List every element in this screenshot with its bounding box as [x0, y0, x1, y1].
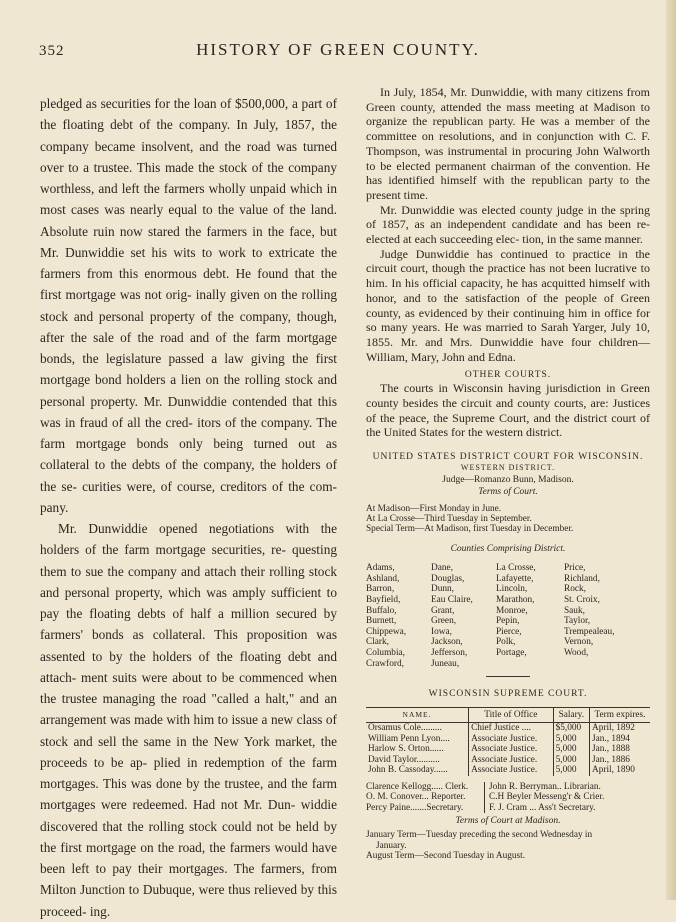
text-line: in office for so many years. He was married to	[366, 305, 650, 335]
term-line: January Term—Tuesday preceding the second Wednesday in	[366, 830, 593, 841]
text-line: the convention. He has identified himself with	[366, 158, 650, 188]
text-line: Thompson, was instrumental in procuring John	[366, 143, 599, 158]
officer-entry: Percy Paine.......Secretary.	[366, 802, 464, 813]
text-line: collateral. This proposition was assented to by	[40, 627, 337, 664]
page-number: 352	[39, 43, 65, 59]
text-line: tion, in the same manner.	[522, 232, 643, 247]
district-court-heading: UNITED STATES DISTRICT COURT FOR WISCONSIN.	[372, 452, 644, 463]
page-spine-shadow	[666, 0, 676, 900]
county-name: Pierce,	[496, 626, 522, 637]
table-cell: Harlow S. Orton......	[368, 744, 444, 755]
county-name: Vernon,	[564, 637, 594, 648]
text-line: the spring of 1857, as an independent candidate	[366, 202, 650, 232]
county-name: La Crosse,	[496, 563, 536, 574]
counties-label: Counties Comprising District.	[450, 544, 566, 555]
text-line: debts of the company, the holders of the se-	[40, 457, 338, 494]
county-name: Burnett,	[366, 616, 397, 627]
supreme-terms	[366, 830, 650, 862]
supreme-court-table	[366, 707, 650, 776]
text-line: inally given on the rolling stock and personal	[40, 287, 338, 324]
other-courts-heading: OTHER COURTS.	[464, 370, 552, 381]
county-name: Monroe,	[496, 605, 528, 616]
county-name: Dunn,	[431, 584, 454, 595]
text-line: Mr. Dunwiddie was elected county judge in	[380, 202, 597, 217]
county-name: Jefferson,	[431, 647, 468, 658]
right-body-text	[366, 85, 650, 364]
table-header-row	[366, 708, 650, 723]
county-name: Pepin,	[496, 616, 520, 627]
text-line: the road was turned over to a trustee. This	[40, 138, 338, 175]
table-row	[366, 723, 650, 734]
county-name: Lincoln,	[496, 584, 528, 595]
county-name: Portage,	[496, 647, 527, 658]
running-head: HISTORY OF GREEN COUNTY.	[196, 40, 480, 59]
paragraph	[366, 203, 650, 247]
text-line: contended that this was in fraud of all the cred-	[40, 393, 337, 430]
term-line: August Term—Second Tuesday in August.	[366, 851, 526, 862]
text-line: face, but Mr. Dunwiddie set his wits to work to	[40, 223, 338, 260]
officer-entry: F. J. Cram ... Ass't Secretary.	[484, 803, 650, 814]
text-line: Walworth to be elected permanent chairman of	[366, 143, 650, 173]
county-name: Iowa,	[431, 626, 452, 637]
text-line: county, as evidenced by their continuing him	[366, 305, 588, 320]
left-column	[40, 93, 337, 922]
term-line: At La Crosse—Third Tuesday in September.	[366, 514, 532, 525]
text-line: extricate the farmers from this enormous debt.	[40, 244, 338, 281]
table-cell: Associate Justice.	[469, 734, 554, 745]
paragraph	[366, 85, 650, 203]
text-line: of the road and of the farm mortgage bonds,	[40, 329, 337, 366]
table-row	[366, 765, 650, 776]
court-officers	[366, 782, 650, 814]
col-header-title: Title of Office	[469, 708, 554, 723]
text-line: Court, and the district court of the United	[366, 410, 650, 440]
text-line: pledged as securities for the loan of $500,000,	[40, 96, 289, 111]
text-line: mortgages were redeemed. Had not Mr. Dun-	[40, 797, 296, 813]
officer-entry: O. M. Conover... Reporter.	[366, 792, 466, 803]
text-line: their rolling stock and personal property, which	[40, 563, 337, 600]
text-line: He found that the first mortgage was not orig-	[40, 266, 338, 303]
supreme-court-heading: WISCONSIN SUPREME COURT.	[428, 689, 588, 700]
county-name: Adams,	[366, 563, 395, 574]
text-line: citizens from Green county, attended the mass	[366, 85, 651, 114]
text-line: stock and personal property. Mr. Dunwiddie	[40, 372, 338, 409]
text-line: Mr. Dunwiddie opened negotiations with the	[58, 521, 337, 536]
county-name: Juneau,	[431, 658, 460, 669]
text-line: pany.	[40, 499, 69, 515]
county-name: Columbia,	[366, 647, 405, 658]
text-line: questing them to sue the company and attach	[40, 542, 337, 579]
text-line: Dunwiddie have four children—William, Mary,	[366, 334, 650, 364]
county-name: Rock,	[564, 584, 586, 595]
text-line: July, 1857, the company became insolvent, and	[40, 117, 337, 154]
table-row	[366, 744, 650, 755]
text-line: he has acquitted himself with honor, and to	[366, 276, 651, 305]
text-line: made the stock of the company worthless, and	[40, 159, 337, 196]
text-line: the farmers would have been left to pay their	[40, 839, 338, 876]
counties-list	[366, 563, 650, 669]
text-line: ment suits were about to be commenced when	[81, 669, 337, 685]
text-line: not be held by the first mortgage on the road,	[40, 818, 337, 855]
county-name: Crawford,	[366, 658, 404, 669]
county-name: Chippewa,	[366, 626, 407, 637]
text-line: ing.	[89, 903, 111, 919]
officer-entry: Clarence Kellogg..... Clerk.	[366, 781, 469, 792]
text-line: and has been re-elected at each succeeding elec-	[366, 217, 651, 247]
text-line: widdie discovered that the rolling stock could	[40, 797, 337, 834]
section-divider	[486, 676, 530, 677]
table-cell: Associate Justice.	[469, 744, 554, 755]
county-name: Eau Claire,	[431, 594, 473, 605]
text-line: mortgage bond holders a lien on the rolling	[40, 372, 281, 388]
text-line: to Dubuque, were thus relieved by this proceed-	[40, 882, 337, 919]
table-cell: John B. Cassoday......	[368, 765, 448, 776]
paragraph	[40, 518, 337, 922]
text-line: the trustee managing the road "called a halt,"	[40, 691, 295, 706]
text-line: curities were, of course, creditors of the com-	[82, 478, 337, 494]
county-name: Dane,	[431, 563, 453, 574]
county-name: Price,	[564, 563, 586, 574]
table-cell: 5,000	[553, 755, 589, 766]
table-cell: Jan., 1894	[590, 734, 651, 745]
table-cell: William Penn Lyon....	[368, 733, 450, 744]
table-cell: Associate Justice.	[469, 765, 554, 776]
county-name: Trempealeau,	[564, 626, 615, 637]
table-cell: Jan., 1886	[590, 755, 651, 766]
text-line: Sarah Yarger, July 10, 1855. Mr. and Mrs.	[366, 320, 651, 349]
table-cell: April, 1892	[590, 723, 651, 734]
county-column	[496, 563, 564, 669]
text-line: In July, 1854, Mr. Dunwiddie, with many	[380, 85, 583, 99]
county-name: Clark,	[366, 637, 389, 648]
district-judge: Judge—Romanzo Bunn, Madison.	[442, 475, 574, 486]
table-cell: Jan., 1888	[590, 744, 651, 755]
paragraph	[366, 247, 650, 365]
text-line: issue a new class of stock and sell the same in	[40, 712, 337, 749]
term-line: Special Term—At Madison, first Tuesday in December.	[366, 524, 574, 535]
term-line: At Madison—First Monday in June.	[366, 504, 502, 515]
county-name: Douglas,	[431, 573, 465, 584]
right-column	[366, 85, 650, 862]
district-terms-label: Terms of Court.	[478, 487, 538, 498]
table-cell: Associate Justice.	[469, 755, 554, 766]
table-cell: 5,000	[553, 744, 589, 755]
county-name: Grant,	[431, 605, 455, 616]
table-cell: April, 1890	[590, 765, 651, 776]
officer-entry: John R. Berryman.. Librarian.	[484, 782, 650, 793]
text-line: half a million secured by farmers' bonds as	[40, 606, 337, 643]
text-line: property of the company, though, after the sale	[40, 308, 337, 345]
county-name: Marathon,	[496, 594, 535, 605]
col-header-salary: Salary.	[553, 708, 589, 723]
text-line: the legislature passed a law giving the first	[82, 351, 338, 366]
table-cell: 5,000	[553, 734, 589, 745]
text-line: The courts in Wisconsin having jurisdiction	[380, 381, 601, 396]
table-cell: $5,000	[553, 723, 589, 734]
text-line: John and Edna.	[442, 349, 516, 364]
county-column	[564, 563, 644, 669]
county-name: Ashland,	[366, 573, 400, 584]
county-name: Green,	[431, 616, 457, 627]
county-name: Polk,	[496, 637, 516, 648]
county-name: Barron,	[366, 584, 395, 595]
text-line: mortgages. The farmers, from Milton Junction	[40, 861, 337, 898]
text-line: party. He was a member of the committee on	[366, 114, 650, 144]
county-column	[366, 563, 431, 669]
county-name: Richland,	[564, 573, 600, 584]
county-name: Jackson,	[431, 637, 463, 648]
county-name: Sauk,	[564, 605, 585, 616]
text-line: bonds only being turned out as collateral to the	[40, 436, 338, 473]
text-line: the New York market, the proceeds to be ap-	[40, 733, 338, 770]
supreme-terms-label: Terms of Court at Madison.	[455, 816, 561, 827]
col-header-term: Term expires.	[590, 708, 651, 723]
text-line: holders of the farm mortgage securities, re-	[40, 542, 286, 558]
text-line: meeting at Madison to organize the republican	[366, 99, 650, 129]
term-line: January.	[376, 840, 407, 851]
text-line: This was done by the trustee, and the farm	[102, 776, 337, 791]
table-row	[366, 755, 650, 766]
text-line: States for the western district.	[419, 425, 563, 440]
county-name: Buffalo,	[366, 605, 397, 616]
county-name: St. Croix,	[564, 594, 600, 605]
text-line: the republican party to the present time.	[366, 173, 651, 202]
county-name: Bayfield,	[366, 594, 401, 605]
text-line: Judge Dunwiddie has continued to practice	[380, 246, 611, 261]
county-column	[431, 563, 496, 669]
county-name: Wood,	[564, 647, 589, 658]
table-row	[366, 734, 650, 745]
paragraph	[40, 93, 337, 518]
other-courts-paragraph	[366, 381, 650, 440]
table-cell: 5,000	[553, 765, 589, 776]
text-line: Absolute ruin now stared the farmers in the	[40, 223, 285, 239]
text-line: left the farmers wholly unpaid which in most	[40, 181, 337, 218]
text-line: the satisfaction of the people of Green	[443, 290, 650, 305]
text-line: plied in redemption of the farm mortgages.	[40, 754, 337, 791]
text-line: been lucrative to him. In his official capacity,	[366, 261, 651, 291]
county-name: Lafayette,	[496, 573, 534, 584]
table-cell: David Taylor..........	[368, 754, 440, 765]
officer-entry: C.H Beyler Messeng'r & Crier.	[484, 792, 650, 803]
text-line: was amply sufficient to pay the floating debts of	[40, 584, 337, 621]
text-line: in the circuit court, though the practice has not	[366, 246, 650, 276]
text-line: and an arrangement was made with him to	[40, 691, 337, 728]
text-line: the holders of the floating debt and attach-	[40, 648, 337, 685]
text-line: itors of the company. The farm mortgage	[40, 414, 337, 451]
col-header-name: NAME.	[366, 708, 469, 723]
table-cell: Orsamus Cole.........	[368, 723, 442, 734]
text-line: cases was nearly equal to the value of the land.	[71, 202, 338, 218]
text-line: in Green county besides the circuit and county	[366, 381, 650, 411]
district-terms	[366, 504, 650, 534]
text-line: a part of the floating debt of the company. In	[40, 96, 337, 133]
county-name: Taylor,	[564, 616, 591, 627]
district-subheading: WESTERN DISTRICT.	[460, 463, 556, 473]
table-cell: Chief Justice ....	[469, 723, 554, 734]
text-line: courts, are: Justices of the peace, the Supreme	[366, 396, 650, 425]
text-line: resolutions, and in conjunction with C. F.	[438, 129, 650, 144]
